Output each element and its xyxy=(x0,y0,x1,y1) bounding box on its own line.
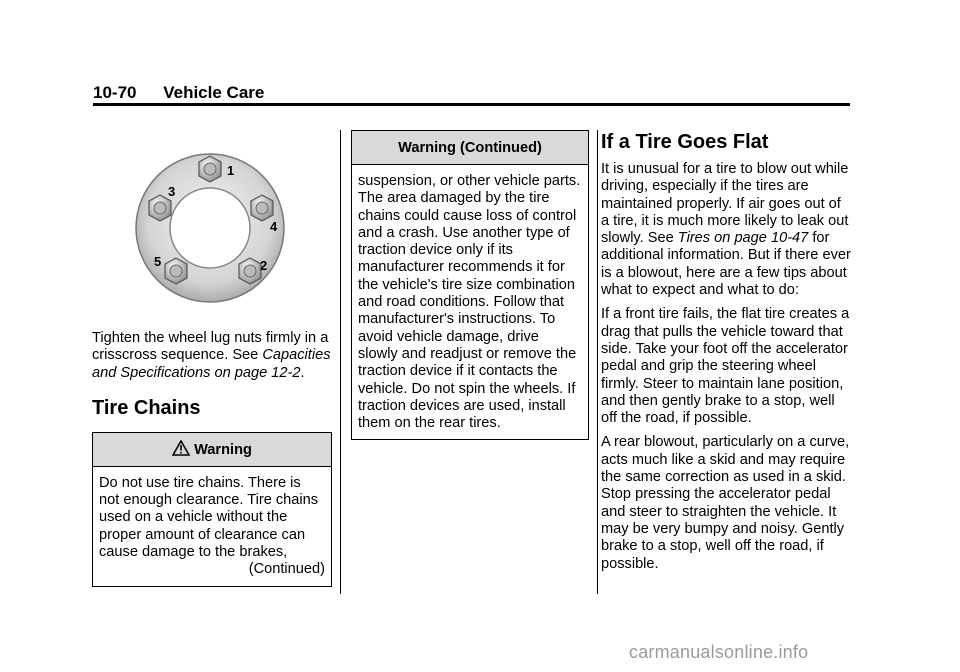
continued-label: (Continued) xyxy=(248,561,325,578)
para1-end: for additional information. But if there ever is a blowout, here are a few tips about what to expect and what to do: xyxy=(601,230,851,299)
warning-continued-header: Warning (Continued) xyxy=(352,131,588,165)
warning-header xyxy=(93,433,331,467)
capacities-link[interactable]: Capacities and Specifications on page 12-2 xyxy=(92,347,331,381)
flat-tire-para-2: If a front tire fails, the flat tire creates a drag that pulls the vehicle toward that side. Take your foot off the accelerator pedal and grip the steering wheel firmly. Steer to maintain lane position, and then gently brake to a stop, well off the road, if possible. xyxy=(601,306,850,427)
lug-label-1: 1 xyxy=(227,163,235,178)
tires-link[interactable]: Tires on page 10-47 xyxy=(677,230,809,247)
lug-label-2: 2 xyxy=(260,258,268,273)
lug-nut xyxy=(199,156,221,182)
warning-body xyxy=(93,467,331,586)
lug-nut-instruction xyxy=(92,330,332,382)
lug-nut xyxy=(165,258,187,284)
section-title: Vehicle Care xyxy=(163,83,265,102)
hub-center-hole xyxy=(170,188,250,268)
warning-continued-text: suspension, or other vehicle parts. The area damaged by the tire chains could cause loss of control and a crash. Use another type of traction device only if its manufacturer recommends it for the vehicle's tire size combination and road conditions. Follow that manufacturer's instructions. To avoid vehicle damage, drive slowly and readjust or remove the traction device if it contacts the vehicle. Do not spin the wheels. If traction devices are used, install them on the rear tires. xyxy=(358,173,581,432)
lug-label-5: 5 xyxy=(154,254,162,269)
column-2 xyxy=(351,130,589,440)
page-number: 10-70 xyxy=(93,83,137,102)
lug-label-4: 4 xyxy=(270,219,278,234)
lug-nut xyxy=(239,258,261,284)
warning-continued-box xyxy=(351,130,589,440)
lug-label-3: 3 xyxy=(168,184,176,199)
intro-end: . xyxy=(300,364,305,381)
header-rule xyxy=(93,103,850,106)
warning-text: Do not use tire chains. There is not enough clearance. Tire chains used on a vehicle without the proper amount of clearance can cause damage to the brakes, xyxy=(99,474,319,561)
lug-nut xyxy=(251,195,273,221)
para1-start: It is unusual for a tire to blow out while driving, especially if the tires are maintained properly. If air goes out of a tire, it is much more likely to leak out slowly. See xyxy=(601,161,849,247)
wheel-hub-diagram xyxy=(92,130,332,325)
column-1 xyxy=(92,130,332,587)
page-header xyxy=(93,83,264,103)
column-separator xyxy=(340,130,341,594)
lug-nut-figure xyxy=(92,130,332,325)
flat-tire-para-1 xyxy=(601,161,853,299)
tire-chains-heading: Tire Chains xyxy=(92,396,201,419)
column-3 xyxy=(601,130,853,573)
watermark: carmanualsonline.info xyxy=(629,642,809,662)
column-separator xyxy=(597,130,598,594)
warning-continued-body xyxy=(352,165,588,439)
warning-title: Warning xyxy=(194,441,252,458)
warning-triangle-icon xyxy=(172,435,190,451)
flat-tire-para-3: A rear blowout, particularly on a curve, acts much like a skid and may require the same correction as used in a skid. Stop pressing the accelerator pedal and steer to straighten the vehicle. It may be very bumpy and noisy. Gently brake to a stop, well off the road, if possible. xyxy=(601,434,850,572)
flat-tire-heading: If a Tire Goes Flat xyxy=(601,131,769,153)
intro-text: Tighten the wheel lug nuts firmly in a crisscross sequence. See xyxy=(92,330,329,364)
tire-chains-warning-box xyxy=(92,432,332,587)
